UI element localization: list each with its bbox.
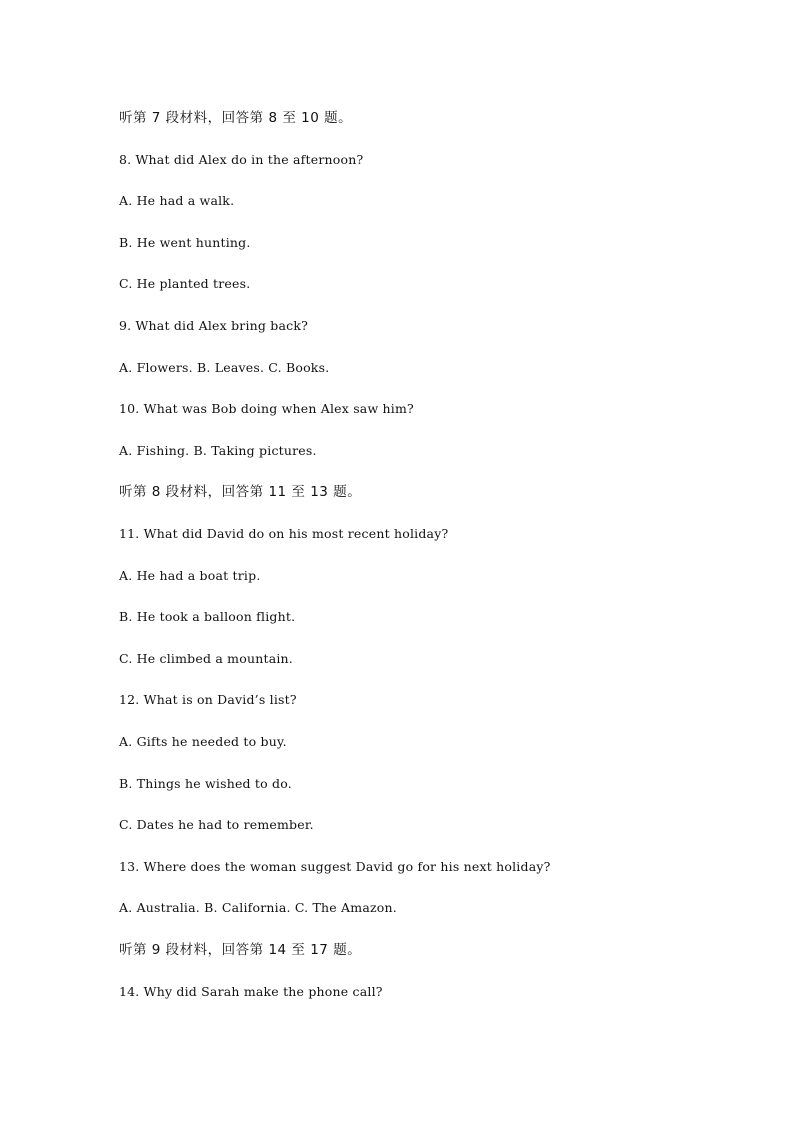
question-text: 11. What did David do on his most recent holiday? — [119, 526, 449, 541]
answer-option: A. He had a walk. — [119, 193, 235, 208]
question-text: 10. What was Bob doing when Alex saw him? — [119, 401, 414, 416]
answer-option: C. Dates he had to remember. — [119, 817, 314, 832]
section-heading: 听第 9 段材料，回答第 14 至 17 题。 — [119, 942, 362, 958]
question-text: 14. Why did Sarah make the phone call? — [119, 984, 383, 999]
question-text: 9. What did Alex bring back? — [119, 318, 308, 333]
section-heading: 听第 8 段材料，回答第 11 至 13 题。 — [119, 484, 362, 500]
question-text: 12. What is on David’s list? — [119, 692, 297, 707]
answer-options: A. Fishing. B. Taking pictures. — [119, 443, 317, 458]
answer-option: B. He went hunting. — [119, 235, 251, 250]
answer-options: A. Australia. B. California. C. The Amazon. — [119, 900, 397, 915]
question-text: 13. Where does the woman suggest David go for his next holiday? — [119, 859, 551, 874]
answer-option: B. Things he wished to do. — [119, 776, 292, 791]
answer-option: A. He had a boat trip. — [119, 568, 261, 583]
answer-option: A. Gifts he needed to buy. — [119, 734, 287, 749]
question-text: 8. What did Alex do in the afternoon? — [119, 152, 364, 167]
answer-option: B. He took a balloon flight. — [119, 609, 296, 624]
answer-option: C. He climbed a mountain. — [119, 651, 293, 666]
section-heading: 听第 7 段材料，回答第 8 至 10 题。 — [119, 110, 353, 126]
answer-option: C. He planted trees. — [119, 276, 251, 291]
answer-options: A. Flowers. B. Leaves. C. Books. — [119, 360, 330, 375]
